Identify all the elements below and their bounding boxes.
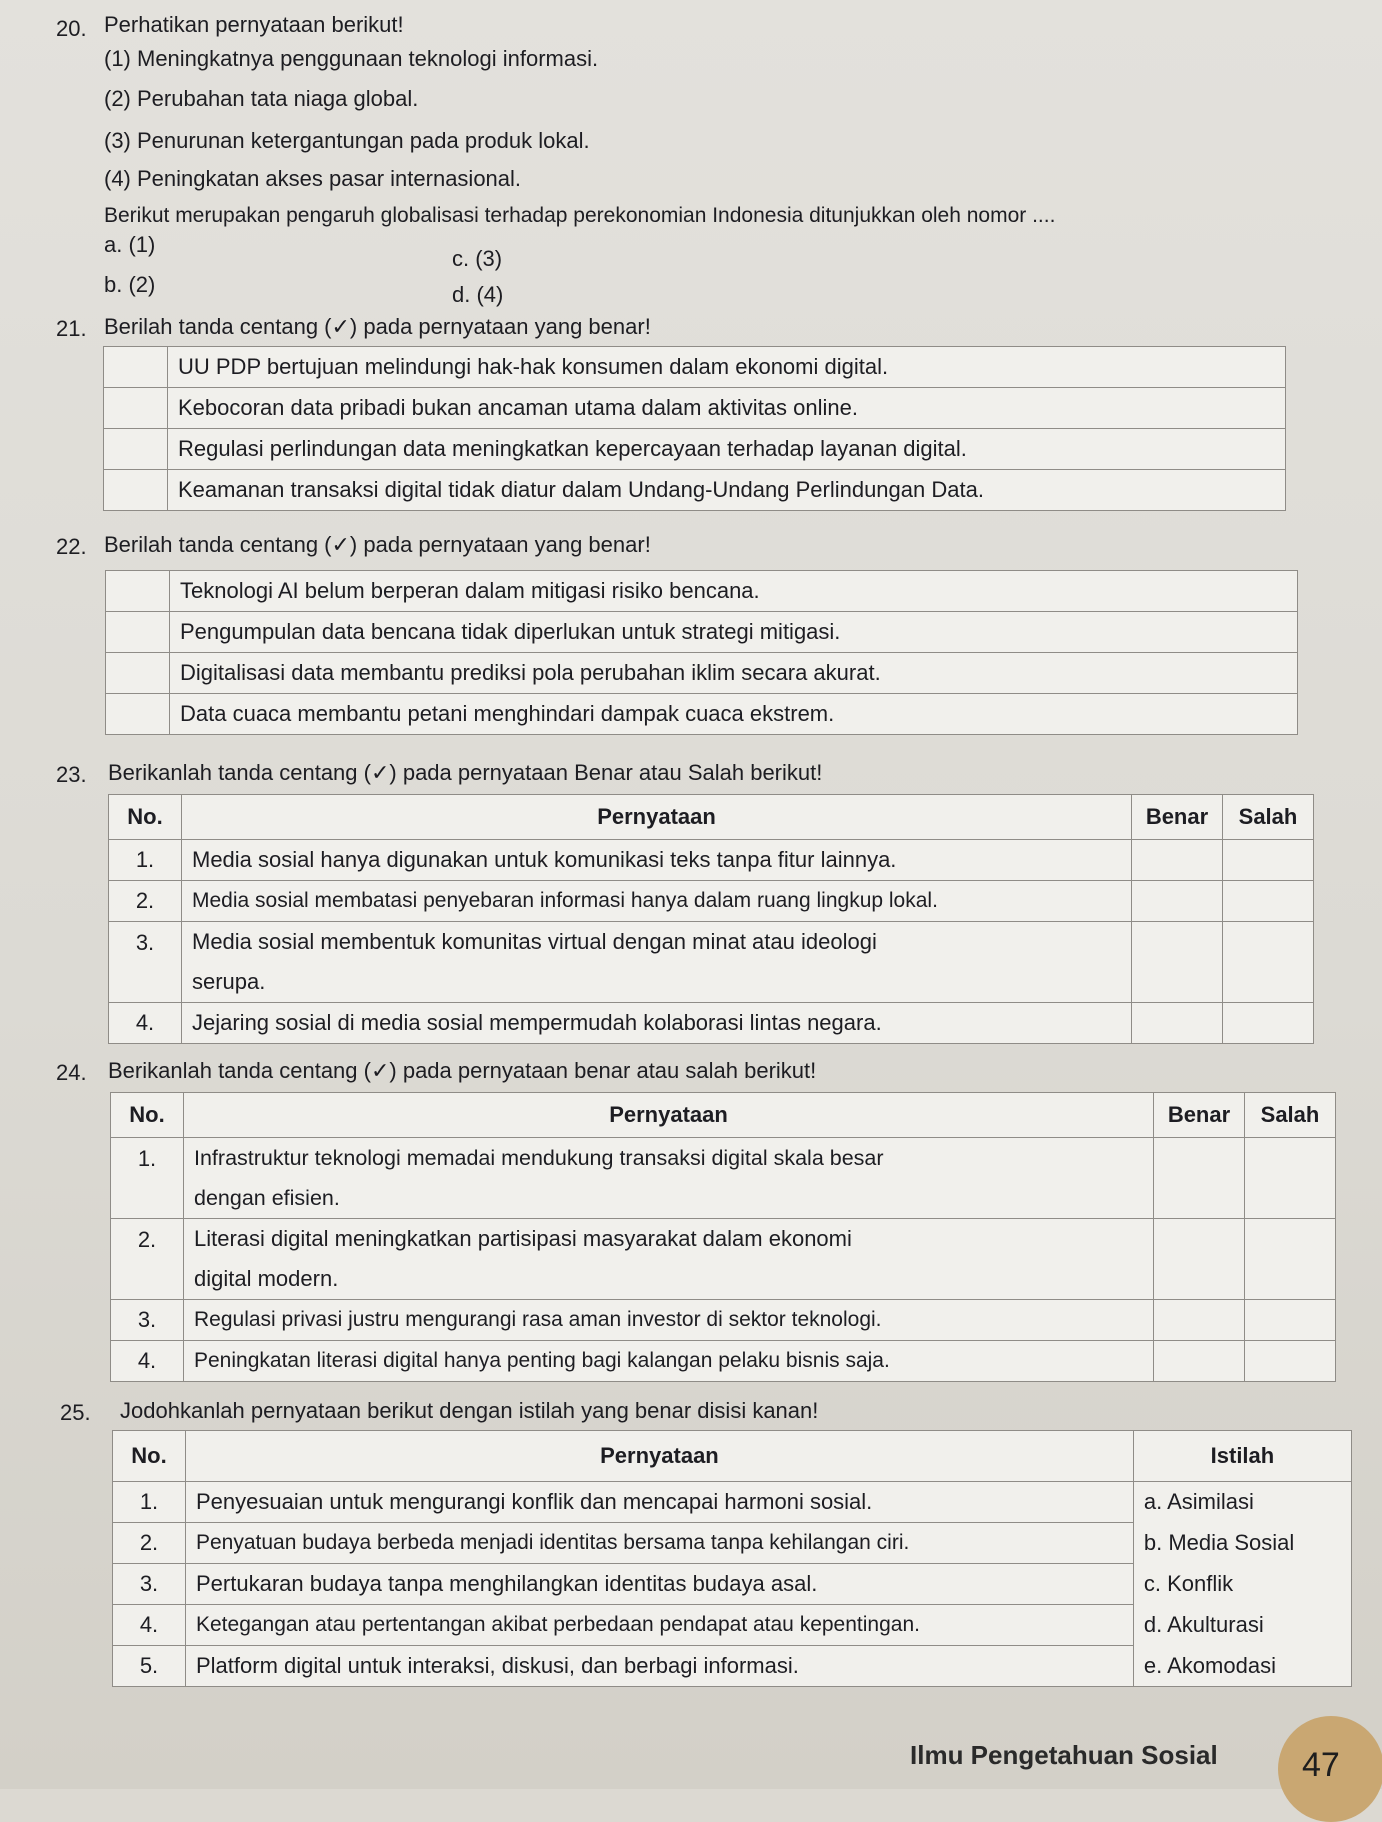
q24-row-statement	[184, 1219, 1154, 1300]
table-row	[113, 1564, 1352, 1605]
q20-option-b[interactable]: b. (2)	[104, 272, 156, 297]
q24-col-no: No.	[111, 1093, 184, 1138]
q23-false-box[interactable]	[1223, 922, 1314, 1003]
q24-true-box[interactable]	[1154, 1219, 1245, 1300]
table-row	[113, 1646, 1352, 1687]
q21-check-1[interactable]	[104, 347, 168, 388]
q23-true-box[interactable]	[1132, 1003, 1223, 1044]
q20-option-c[interactable]: c. (3)	[452, 246, 503, 271]
q21-check-4[interactable]	[104, 470, 168, 511]
q24-false-box[interactable]	[1245, 1341, 1336, 1382]
q20-option-a[interactable]: a. (1)	[104, 232, 156, 257]
q23-row-statement: Jejaring sosial di media sosial mempermudah kolaborasi lintas negara.	[182, 1003, 1132, 1044]
q23-row-no: 1.	[109, 840, 182, 881]
q24-table	[110, 1092, 1336, 1382]
q25-term[interactable]: d. Akulturasi	[1133, 1605, 1351, 1646]
q24-true-box[interactable]	[1154, 1138, 1245, 1219]
q23-true-box[interactable]	[1132, 840, 1223, 881]
q20-question: Berikut merupakan pengaruh globalisasi terhadap perekonomian Indonesia ditunjukkan oleh nomor ....	[104, 204, 1056, 227]
q24-prompt: Berikanlah tanda centang (✓) pada pernyataan benar atau salah berikut!	[108, 1058, 817, 1083]
q23-false-box[interactable]	[1223, 881, 1314, 922]
q22-statement-4: Data cuaca membantu petani menghindari dampak cuaca ekstrem.	[170, 694, 1298, 735]
q20-item-2: (2) Perubahan tata niaga global.	[104, 86, 419, 111]
q23-col-no: No.	[109, 795, 182, 840]
q22-check-4[interactable]	[106, 694, 170, 735]
q24-row-no: 3.	[111, 1300, 184, 1341]
q23-col-true: Benar	[1132, 795, 1223, 840]
page-number: 47	[1302, 1746, 1340, 1784]
q25-row-statement: Ketegangan atau pertentangan akibat perbedaan pendapat atau kepentingan.	[186, 1605, 1134, 1646]
q25-row-no: 5.	[113, 1646, 186, 1687]
table-header	[109, 795, 1314, 840]
q20-item-4: (4) Peningkatan akses pasar internasional.	[104, 166, 522, 191]
table-row	[111, 1341, 1336, 1382]
q24-row-no: 2.	[111, 1219, 184, 1300]
table-row	[104, 429, 1286, 470]
q24-row-no: 1.	[111, 1138, 184, 1219]
q20-item-3: (3) Penurunan ketergantungan pada produk lokal.	[104, 128, 590, 153]
table-row	[106, 694, 1298, 735]
q20-option-d[interactable]: d. (4)	[452, 282, 504, 307]
q24-false-box[interactable]	[1245, 1138, 1336, 1219]
q21-statement-1: UU PDP bertujuan melindungi hak-hak konsumen dalam ekonomi digital.	[168, 347, 1286, 388]
q21-check-2[interactable]	[104, 388, 168, 429]
q25-row-no: 4.	[113, 1605, 186, 1646]
q23-row-no: 4.	[109, 1003, 182, 1044]
table-row	[104, 347, 1286, 388]
q23-row-statement: Media sosial membatasi penyebaran informasi hanya dalam ruang lingkup lokal.	[182, 881, 1132, 922]
q25-row-no: 3.	[113, 1564, 186, 1605]
table-row	[113, 1523, 1352, 1564]
table-header	[111, 1093, 1336, 1138]
table-row	[109, 1003, 1314, 1044]
q25-row-statement: Penyatuan budaya berbeda menjadi identitas bersama tanpa kehilangan ciri.	[186, 1523, 1134, 1564]
table-row	[113, 1605, 1352, 1646]
q24-row-statement: Peningkatan literasi digital hanya penting bagi kalangan pelaku bisnis saja.	[184, 1341, 1154, 1382]
q20-prompt: Perhatikan pernyataan berikut!	[104, 12, 404, 37]
q23-number: 23.	[56, 762, 87, 787]
q25-row-no: 1.	[113, 1482, 186, 1523]
q24-col-true: Benar	[1154, 1093, 1245, 1138]
q25-col-statement: Pernyataan	[186, 1431, 1134, 1482]
table-row	[109, 840, 1314, 881]
q21-statement-2: Kebocoran data pribadi bukan ancaman utama dalam aktivitas online.	[168, 388, 1286, 429]
table-row	[106, 653, 1298, 694]
q20-item-1: (1) Meningkatnya penggunaan teknologi informasi.	[104, 46, 599, 71]
q24-row-statement	[184, 1138, 1154, 1219]
q23-row-line-1: Media sosial membentuk komunitas virtual dengan minat atau ideologi	[192, 929, 877, 954]
table-header	[113, 1431, 1352, 1482]
q23-row-statement	[182, 922, 1132, 1003]
q24-row-line-1: Literasi digital meningkatkan partisipasi masyarakat dalam ekonomi	[194, 1226, 852, 1251]
q23-true-box[interactable]	[1132, 881, 1223, 922]
q23-row-statement: Media sosial hanya digunakan untuk komunikasi teks tanpa fitur lainnya.	[182, 840, 1132, 881]
q24-false-box[interactable]	[1245, 1219, 1336, 1300]
q25-table	[112, 1430, 1352, 1687]
table-row	[104, 470, 1286, 511]
q23-true-box[interactable]	[1132, 922, 1223, 1003]
table-row	[111, 1138, 1336, 1219]
q24-row-line-2: digital modern.	[194, 1266, 339, 1291]
page-number-badge	[1278, 1716, 1382, 1822]
q23-row-no: 2.	[109, 881, 182, 922]
q25-number: 25.	[60, 1400, 91, 1425]
q25-row-statement: Platform digital untuk interaksi, diskusi, dan berbagi informasi.	[186, 1646, 1134, 1687]
q24-false-box[interactable]	[1245, 1300, 1336, 1341]
q24-true-box[interactable]	[1154, 1341, 1245, 1382]
q25-row-statement: Pertukaran budaya tanpa menghilangkan identitas budaya asal.	[186, 1564, 1134, 1605]
q23-row-no: 3.	[109, 922, 182, 1003]
table-row	[106, 571, 1298, 612]
q21-prompt: Berilah tanda centang (✓) pada pernyataan yang benar!	[104, 314, 651, 339]
q23-row-line-2: serupa.	[192, 969, 266, 994]
q24-true-box[interactable]	[1154, 1300, 1245, 1341]
table-row	[111, 1300, 1336, 1341]
q22-statement-2: Pengumpulan data bencana tidak diperlukan untuk strategi mitigasi.	[170, 612, 1298, 653]
q23-table	[108, 794, 1314, 1044]
q21-statement-4: Keamanan transaksi digital tidak diatur dalam Undang-Undang Perlindungan Data.	[168, 470, 1286, 511]
q23-col-statement: Pernyataan	[182, 795, 1132, 840]
q23-col-false: Salah	[1223, 795, 1314, 840]
table-row	[111, 1219, 1336, 1300]
q25-row-no: 2.	[113, 1523, 186, 1564]
table-row	[104, 388, 1286, 429]
table-row	[109, 922, 1314, 1003]
q25-prompt: Jodohkanlah pernyataan berikut dengan istilah yang benar disisi kanan!	[120, 1398, 819, 1423]
q25-term[interactable]: b. Media Sosial	[1133, 1523, 1351, 1564]
q24-col-statement: Pernyataan	[184, 1093, 1154, 1138]
q23-prompt: Berikanlah tanda centang (✓) pada pernyataan Benar atau Salah berikut!	[108, 760, 823, 785]
q20-number: 20.	[56, 16, 87, 41]
q23-false-box[interactable]	[1223, 1003, 1314, 1044]
q24-row-no: 4.	[111, 1341, 184, 1382]
table-row	[113, 1482, 1352, 1523]
q24-row-line-1: Infrastruktur teknologi memadai mendukung transaksi digital skala besar	[194, 1146, 884, 1170]
q21-number: 21.	[56, 316, 87, 341]
footer-subject: Ilmu Pengetahuan Sosial	[910, 1740, 1218, 1770]
table-row	[106, 612, 1298, 653]
q25-term[interactable]: c. Konflik	[1133, 1564, 1351, 1605]
q25-col-no: No.	[113, 1431, 186, 1482]
q24-row-statement: Regulasi privasi justru mengurangi rasa aman investor di sektor teknologi.	[184, 1300, 1154, 1341]
q25-col-term: Istilah	[1133, 1431, 1351, 1482]
q25-term[interactable]: e. Akomodasi	[1133, 1646, 1351, 1687]
q22-statement-3: Digitalisasi data membantu prediksi pola perubahan iklim secara akurat.	[170, 653, 1298, 694]
q22-statement-1: Teknologi AI belum berperan dalam mitigasi risiko bencana.	[170, 571, 1298, 612]
q22-check-2[interactable]	[106, 612, 170, 653]
q22-prompt: Berilah tanda centang (✓) pada pernyataan yang benar!	[104, 532, 651, 557]
q22-check-1[interactable]	[106, 571, 170, 612]
q21-table	[103, 346, 1286, 511]
q24-row-line-2: dengan efisien.	[194, 1186, 340, 1210]
q21-statement-3: Regulasi perlindungan data meningkatkan kepercayaan terhadap layanan digital.	[168, 429, 1286, 470]
q22-number: 22.	[56, 534, 87, 559]
q22-check-3[interactable]	[106, 653, 170, 694]
q24-col-false: Salah	[1245, 1093, 1336, 1138]
table-row	[109, 881, 1314, 922]
q25-row-statement: Penyesuaian untuk mengurangi konflik dan mencapai harmoni sosial.	[186, 1482, 1134, 1523]
q24-number: 24.	[56, 1060, 87, 1085]
q21-check-3[interactable]	[104, 429, 168, 470]
q22-table	[105, 570, 1298, 735]
q25-term[interactable]: a. Asimilasi	[1133, 1482, 1351, 1523]
q23-false-box[interactable]	[1223, 840, 1314, 881]
